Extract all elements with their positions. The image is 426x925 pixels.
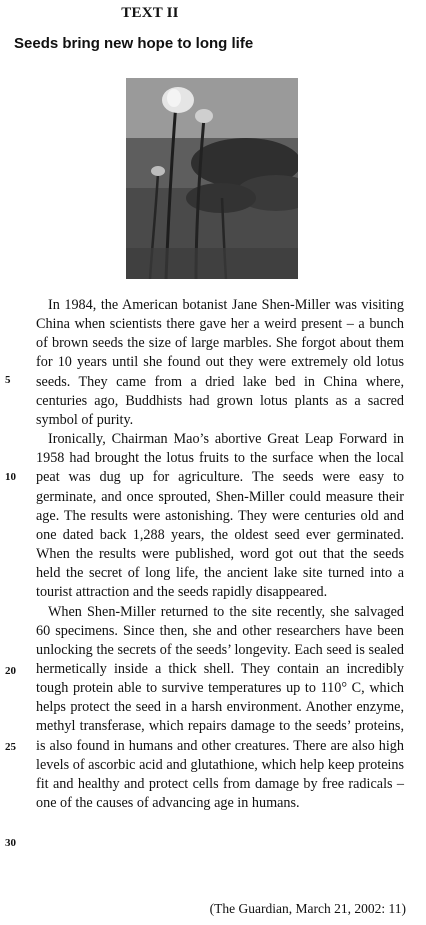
text-heading: TEXT II xyxy=(121,5,179,21)
line-number: 20 xyxy=(5,665,16,677)
line-number: 25 xyxy=(5,741,16,753)
paragraph: When Shen-Miller returned to the site recently, she salvaged 60 specimens. Since then, she and other researchers have been unlocking the secrets of the seeds’ longevity. Each seed is sealed hermetically inside a thick shell. They contain an incredibly tough protein able to survive temperatures up to 110° C, which helps protect the seed in a harsh environment. Another enzyme, methyl transferase, which repairs damage to the seeds’ proteins, is also found in humans and other creatures. There are also high levels of ascorbic acid and glutathione, which help keep proteins fit and healthy and protect cells from damage by free radicals – one of the causes of advancing age in humans. xyxy=(36,603,404,812)
lotus-photo-icon xyxy=(126,78,298,279)
paragraph: In 1984, the American botanist Jane Shen-Miller was visiting China when scientists there gave her a weird present – a bunch of brown seeds the size of large marbles. She forgot about them for 10 years until she found out they were extremely old lotus seeds. They came from a dried lake bed in China where, centuries ago, Buddhists had grown lotus plants as a sacred symbol of purity. xyxy=(36,297,404,428)
paragraph: Ironically, Chairman Mao’s abortive Great Leap Forward in 1958 had brought the lotus fruits to the surface when the local peat was dug up for agriculture. The seeds were easy to germinate, and once sprouted, Shen-Miller could measure their age. The results were astonishing. They were centuries old and one dated back 1,288 years, the oldest seed ever germinated. When the results were published, word got out that the seeds held the secret of long life, the ancient lake site turned into a tourist attraction and the seeds rapidly disappeared. xyxy=(36,431,404,601)
citation: (The Guardian, March 21, 2002: 11) xyxy=(209,901,406,916)
line-number: 5 xyxy=(5,374,11,386)
line-number: 10 xyxy=(5,471,16,483)
line-number: 30 xyxy=(5,837,16,849)
lotus-photo xyxy=(126,78,298,279)
article-subtitle: Seeds bring new hope to long life xyxy=(14,35,254,52)
article-body xyxy=(36,296,404,813)
